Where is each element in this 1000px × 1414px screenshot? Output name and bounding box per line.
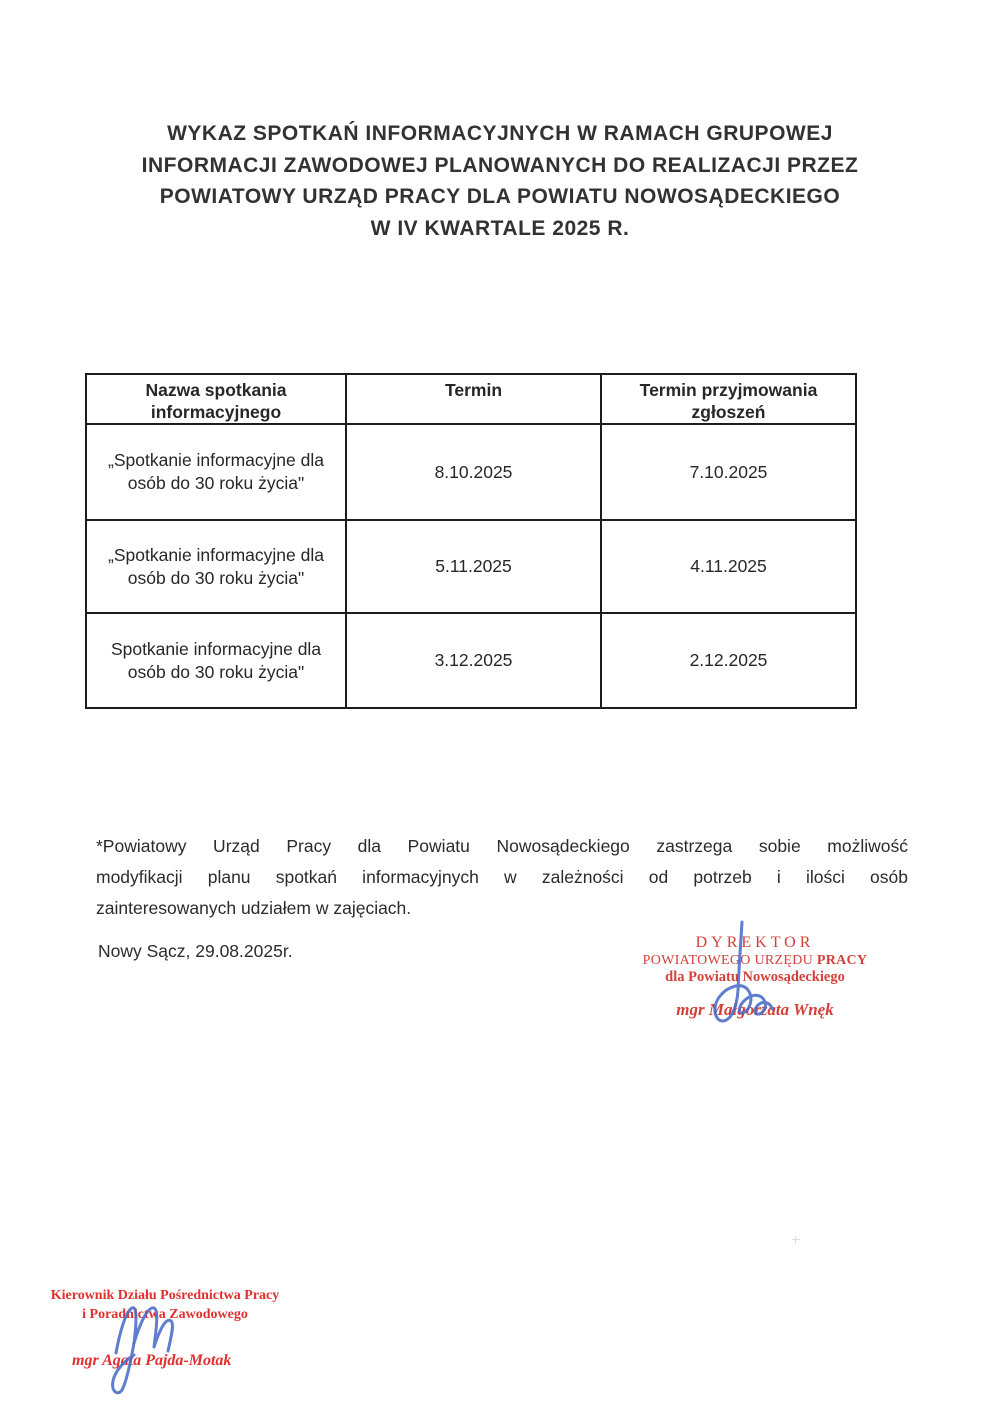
cell-termin: 3.12.2025 [346, 613, 601, 708]
header-nazwa-spotkania: Nazwa spotkania informacyjnego [86, 374, 346, 424]
cell-meeting-name: „Spotkanie informacyjne dla osób do 30 roku życia" [86, 424, 346, 520]
footnote-line-2: modyfikacji planu spotkań informacyjnych w zależności od potrzeb i ilości osób [96, 867, 908, 887]
manager-stamp-line-1: Kierownik Działu Pośrednictwa Pracy [50, 1288, 280, 1303]
manager-stamp [40, 1286, 290, 1370]
footnote-line-1: *Powiatowy Urząd Pracy dla Powiatu Nowosądeckiego zastrzega sobie możliwość [96, 836, 908, 856]
title-line-2: INFORMACJI ZAWODOWEJ PLANOWANYCH DO REALIZACJI PRZEZ [141, 153, 859, 177]
director-stamp-org [630, 953, 880, 969]
director-stamp-signer: mgr Małgorzata Wnęk [676, 1000, 834, 1019]
director-stamp-org-line2: dla Powiatu Nowosądeckiego [665, 969, 845, 985]
cell-meeting-name: Spotkanie informacyjne dla osób do 30 roku życia" [86, 613, 346, 708]
cell-zgloszenia: 2.12.2025 [601, 613, 856, 708]
cell-zgloszenia: 7.10.2025 [601, 424, 856, 520]
director-stamp-org-prefix: POWIATOWEGO URZĘDU [642, 953, 817, 968]
document-title [0, 118, 1000, 244]
header-termin-zgloszen: Termin przyjmowania zgłoszeń [601, 374, 856, 424]
director-stamp-org-bold: PRACY [816, 953, 868, 968]
manager-stamp-line-2: i Poradnictwa Zawodowego [82, 1307, 248, 1322]
meetings-table [85, 373, 857, 709]
cell-zgloszenia: 4.11.2025 [601, 520, 856, 613]
footnote-line-3: zainteresowanych udziałem w zajęciach. [96, 898, 412, 918]
footnote [96, 831, 908, 924]
table-row [86, 613, 856, 708]
table-row [86, 520, 856, 613]
cell-termin: 8.10.2025 [346, 424, 601, 520]
director-stamp [630, 933, 880, 1019]
cell-termin: 5.11.2025 [346, 520, 601, 613]
manager-stamp-signer: mgr Agata Pajda-Motak [72, 1352, 232, 1369]
title-line-1: WYKAZ SPOTKAŃ INFORMACYJNYCH W RAMACH GRUPOWEJ [167, 122, 833, 145]
scan-artifact [792, 1236, 800, 1244]
table-row [86, 424, 856, 520]
cell-meeting-name: „Spotkanie informacyjne dla osób do 30 roku życia" [86, 520, 346, 613]
title-line-3: POWIATOWY URZĄD PRACY DLA POWIATU NOWOSĄDECKIEGO [159, 185, 841, 208]
place-and-date: Nowy Sącz, 29.08.2025r. [98, 941, 293, 961]
director-stamp-title: DYREKTOR [695, 934, 815, 951]
header-termin: Termin [346, 374, 601, 424]
table-header-row [86, 374, 856, 424]
title-line-4: W IV KWARTALE 2025 R. [370, 216, 630, 240]
